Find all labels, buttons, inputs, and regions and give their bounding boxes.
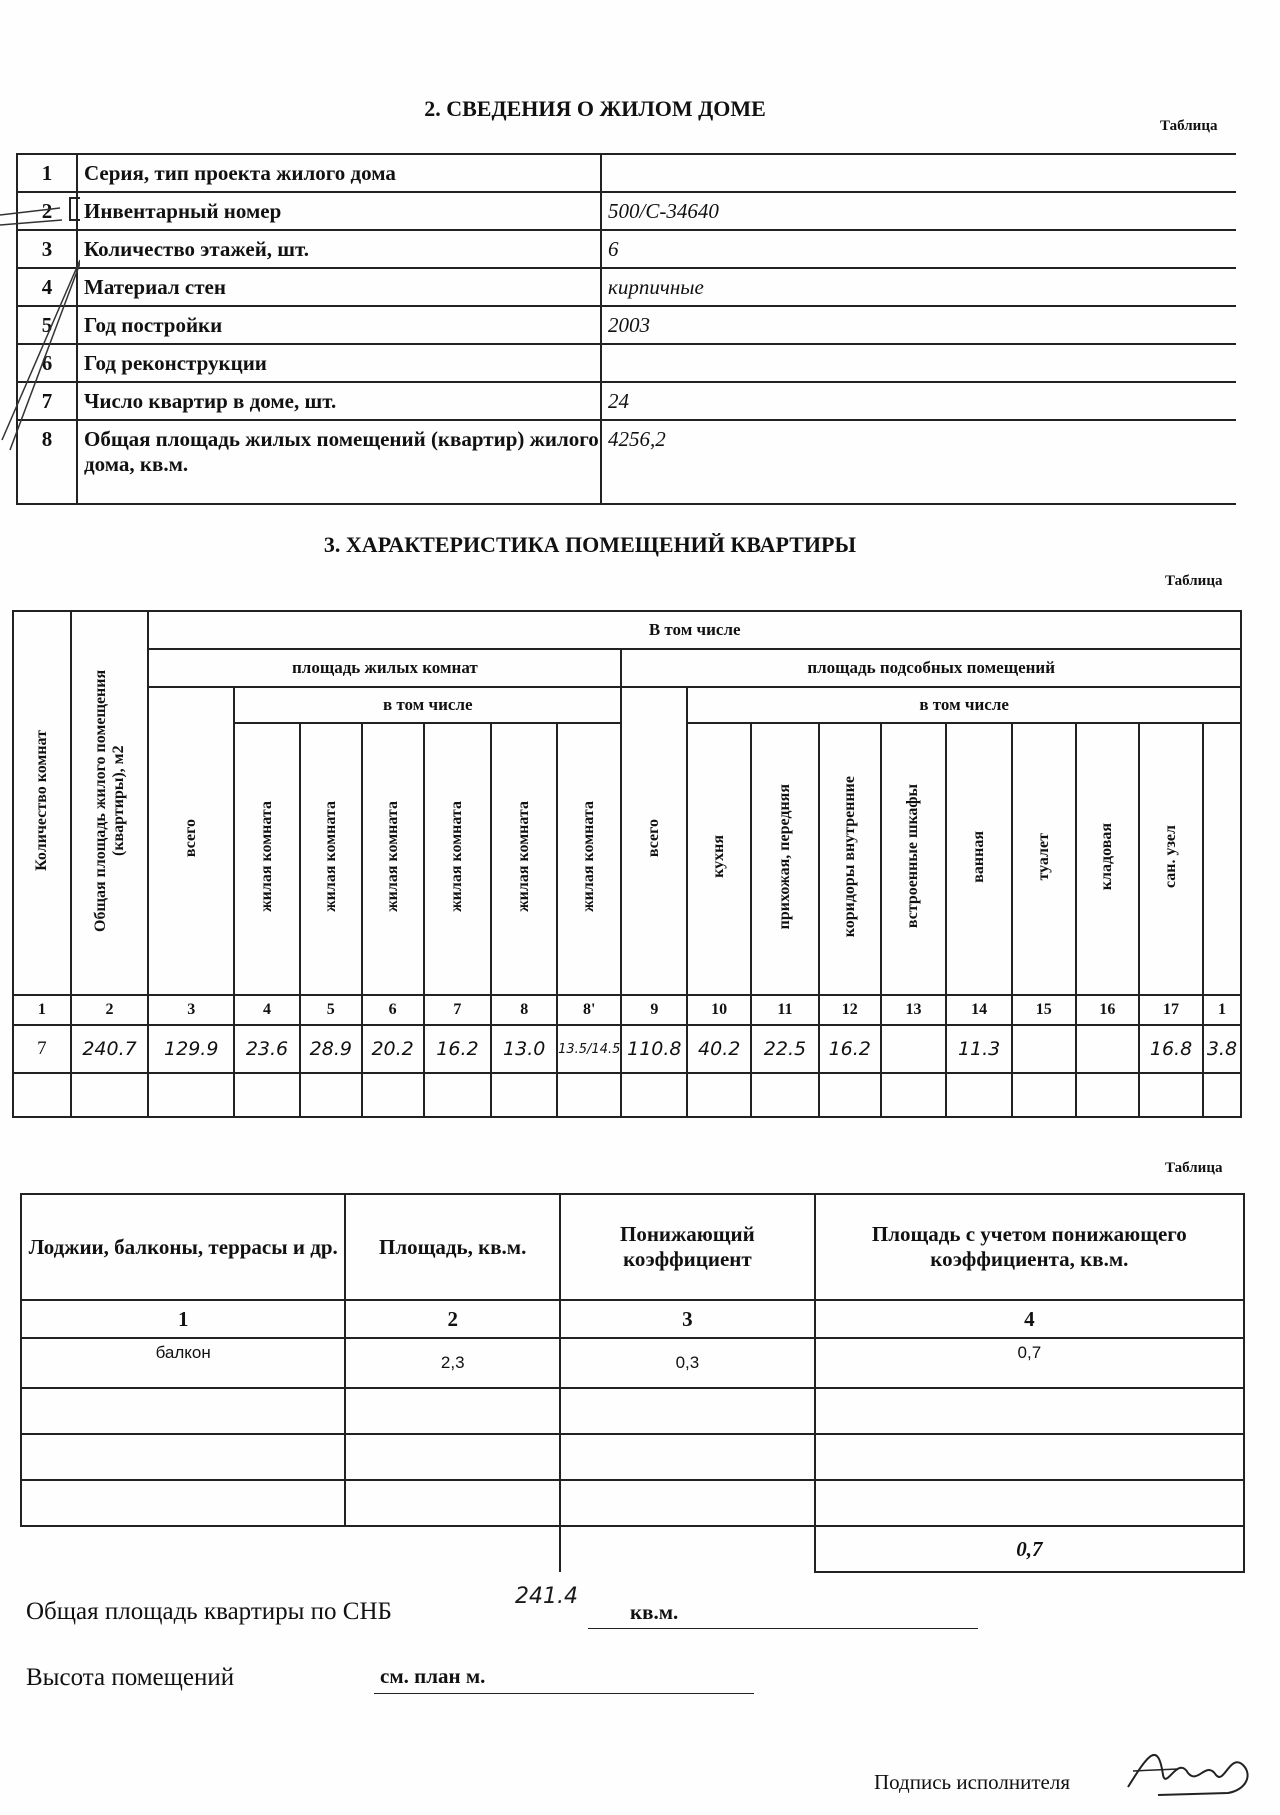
data-cell: 16.8 <box>1139 1025 1203 1073</box>
data-cell: 28.9 <box>300 1025 362 1073</box>
living-room-header: жилая комната <box>491 723 557 995</box>
row-label: Число квартир в доме, шт. <box>77 382 601 420</box>
living-room-header: жилая комната <box>300 723 362 995</box>
data-cell: 13.5/14.5 <box>557 1025 621 1073</box>
reduced-area-header: Площадь с учетом понижающего коэффициента, кв.м. <box>815 1194 1244 1300</box>
balcony-reduced-cell: 0,7 <box>815 1338 1244 1388</box>
bathroom-header: ванная <box>946 723 1012 995</box>
house-info-row <box>17 230 1236 268</box>
living-including-header: в том числе <box>234 687 621 723</box>
data-cell <box>1012 1025 1076 1073</box>
row-value: кирпичные <box>601 268 1236 306</box>
data-cell: 16.2 <box>819 1025 881 1073</box>
living-room-header: жилая комната <box>424 723 492 995</box>
corridors-header: коридоры внутренние <box>819 723 881 995</box>
row-number: 5 <box>17 306 77 344</box>
empty-cell <box>557 1073 621 1117</box>
house-info-table <box>16 153 1236 505</box>
balcony-area-cell: 2,3 <box>345 1338 560 1388</box>
empty-cell <box>751 1073 819 1117</box>
col-number: 6 <box>362 995 424 1025</box>
total-area-value: 241.4 <box>515 1584 578 1609</box>
row-label: Общая площадь жилых помещений (квартир) жилого дома, кв.м. <box>77 420 601 504</box>
house-info-row <box>17 306 1236 344</box>
col-number: 4 <box>815 1300 1244 1338</box>
col-number: 3 <box>148 995 234 1025</box>
empty-cell <box>687 1073 751 1117</box>
signature-label: Подпись исполнителя <box>874 1770 1070 1794</box>
balcony-coef-cell: 0,3 <box>560 1338 815 1388</box>
data-cell: 40.2 <box>687 1025 751 1073</box>
hall-header: прихожая, передняя <box>751 723 819 995</box>
room-height-underline <box>374 1693 754 1694</box>
living-area-header: площадь жилых комнат <box>148 649 621 687</box>
empty-cell <box>71 1073 149 1117</box>
empty-cell <box>300 1073 362 1117</box>
row-label: Серия, тип проекта жилого дома <box>77 154 601 192</box>
data-cell: 23.6 <box>234 1025 300 1073</box>
including-header: В том числе <box>148 611 1241 649</box>
col-number: 7 <box>424 995 492 1025</box>
row-number: 1 <box>17 154 77 192</box>
col-number: 11 <box>751 995 819 1025</box>
col-number: 1 <box>13 995 71 1025</box>
house-info-row <box>17 344 1236 382</box>
section2-table-label: Таблица <box>1160 118 1218 134</box>
toilet-header: туалет <box>1012 723 1076 995</box>
total-area-label: Общая площадь квартиры по СНБ <box>26 1598 392 1625</box>
data-cell: 22.5 <box>751 1025 819 1073</box>
empty-cell <box>819 1073 881 1117</box>
wc-header: сан. узел <box>1139 723 1203 995</box>
house-info-row <box>17 268 1236 306</box>
row-number: 8 <box>17 420 77 504</box>
row-value <box>601 154 1236 192</box>
col-number: 17 <box>1139 995 1203 1025</box>
closets-header: встроенные шкафы <box>881 723 947 995</box>
data-cell: 7 <box>13 1025 71 1073</box>
empty-cell <box>362 1073 424 1117</box>
col-number: 12 <box>819 995 881 1025</box>
rooms-count-header: Количество комнат <box>13 611 71 995</box>
data-cell: 16.2 <box>424 1025 492 1073</box>
living-room-header: жилая комната <box>362 723 424 995</box>
aux-area-header: площадь подсобных помещений <box>621 649 1241 687</box>
empty-cell <box>234 1073 300 1117</box>
margin-stamp-mark <box>0 190 80 470</box>
col-number: 4 <box>234 995 300 1025</box>
col-number: 9 <box>621 995 687 1025</box>
row-number: 3 <box>17 230 77 268</box>
row-value: 24 <box>601 382 1236 420</box>
col-number: 3 <box>560 1300 815 1338</box>
apartment-data-row <box>13 1025 1241 1073</box>
col-number: 13 <box>881 995 947 1025</box>
row-number: 4 <box>17 268 77 306</box>
section2-title: 2. СВЕДЕНИЯ О ЖИЛОМ ДОМЕ <box>424 96 766 121</box>
signature-mark <box>1118 1735 1268 1805</box>
col-number: 2 <box>345 1300 560 1338</box>
col-number: 1 <box>1203 995 1241 1025</box>
total-area-unit: кв.м. <box>630 1600 679 1624</box>
empty-cell <box>1012 1073 1076 1117</box>
empty-cell <box>13 1073 71 1117</box>
data-cell: 129.9 <box>148 1025 234 1073</box>
row-label: Год постройки <box>77 306 601 344</box>
col-number: 1 <box>21 1300 345 1338</box>
room-height-label: Высота помещений <box>26 1664 235 1691</box>
total-reduced-area: 0,7 <box>815 1526 1244 1572</box>
cut-off-header <box>1203 723 1241 995</box>
data-cell: 3.8 <box>1203 1025 1241 1073</box>
row-number: 2 <box>17 192 77 230</box>
row-number: 6 <box>17 344 77 382</box>
aux-including-header: в том числе <box>687 687 1241 723</box>
empty-cell <box>424 1073 492 1117</box>
col-number: 8' <box>557 995 621 1025</box>
kitchen-header: кухня <box>687 723 751 995</box>
col-number: 14 <box>946 995 1012 1025</box>
data-cell: 20.2 <box>362 1025 424 1073</box>
row-label: Инвентарный номер <box>77 192 601 230</box>
total-area-underline <box>588 1628 978 1629</box>
data-cell <box>1076 1025 1140 1073</box>
col-number: 10 <box>687 995 751 1025</box>
empty-cell <box>881 1073 947 1117</box>
row-value: 6 <box>601 230 1236 268</box>
empty-cell <box>946 1073 1012 1117</box>
row-value <box>601 344 1236 382</box>
row-number: 7 <box>17 382 77 420</box>
balconies-header: Лоджии, балконы, террасы и др. <box>21 1194 345 1300</box>
area-header: Площадь, кв.м. <box>345 1194 560 1300</box>
storage-header: кладовая <box>1076 723 1140 995</box>
row-value: 500/С-34640 <box>601 192 1236 230</box>
living-room-header: жилая комната <box>557 723 621 995</box>
empty-cell <box>1139 1073 1203 1117</box>
aux-total-header: всего <box>621 687 687 995</box>
row-value: 2003 <box>601 306 1236 344</box>
data-cell: 240.7 <box>71 1025 149 1073</box>
balconies-table <box>20 1193 1245 1573</box>
apartment-rooms-table <box>12 610 1242 1118</box>
data-cell <box>881 1025 947 1073</box>
row-label: Год реконструкции <box>77 344 601 382</box>
living-room-header: жилая комната <box>234 723 300 995</box>
data-cell: 110.8 <box>621 1025 687 1073</box>
data-cell: 13.0 <box>491 1025 557 1073</box>
empty-cell <box>621 1073 687 1117</box>
col-number: 15 <box>1012 995 1076 1025</box>
section3-title: 3. ХАРАКТЕРИСТИКА ПОМЕЩЕНИЙ КВАРТИРЫ <box>323 532 857 557</box>
balcony-type-cell: балкон <box>21 1338 345 1388</box>
empty-cell <box>148 1073 234 1117</box>
row-label: Количество этажей, шт. <box>77 230 601 268</box>
total-area-header: Общая площадь жилого помещения (квартиры), м2 <box>71 611 149 995</box>
col-number: 16 <box>1076 995 1140 1025</box>
house-info-row <box>17 192 1236 230</box>
empty-cell <box>1076 1073 1140 1117</box>
room-height-value: см. план м. <box>380 1664 486 1688</box>
house-info-row <box>17 382 1236 420</box>
empty-cell <box>491 1073 557 1117</box>
empty-cell <box>1203 1073 1241 1117</box>
coefficient-header: Понижающий коэффициент <box>560 1194 815 1300</box>
col-number: 5 <box>300 995 362 1025</box>
living-total-header: всего <box>148 687 234 995</box>
data-cell: 11.3 <box>946 1025 1012 1073</box>
house-info-row <box>17 420 1236 504</box>
section3-table-label: Таблица <box>1165 573 1223 589</box>
row-value: 4256,2 <box>601 420 1236 504</box>
col-number: 8 <box>491 995 557 1025</box>
house-info-row <box>17 154 1236 192</box>
section4-table-label: Таблица <box>1165 1160 1223 1176</box>
row-label: Материал стен <box>77 268 601 306</box>
col-number: 2 <box>71 995 149 1025</box>
